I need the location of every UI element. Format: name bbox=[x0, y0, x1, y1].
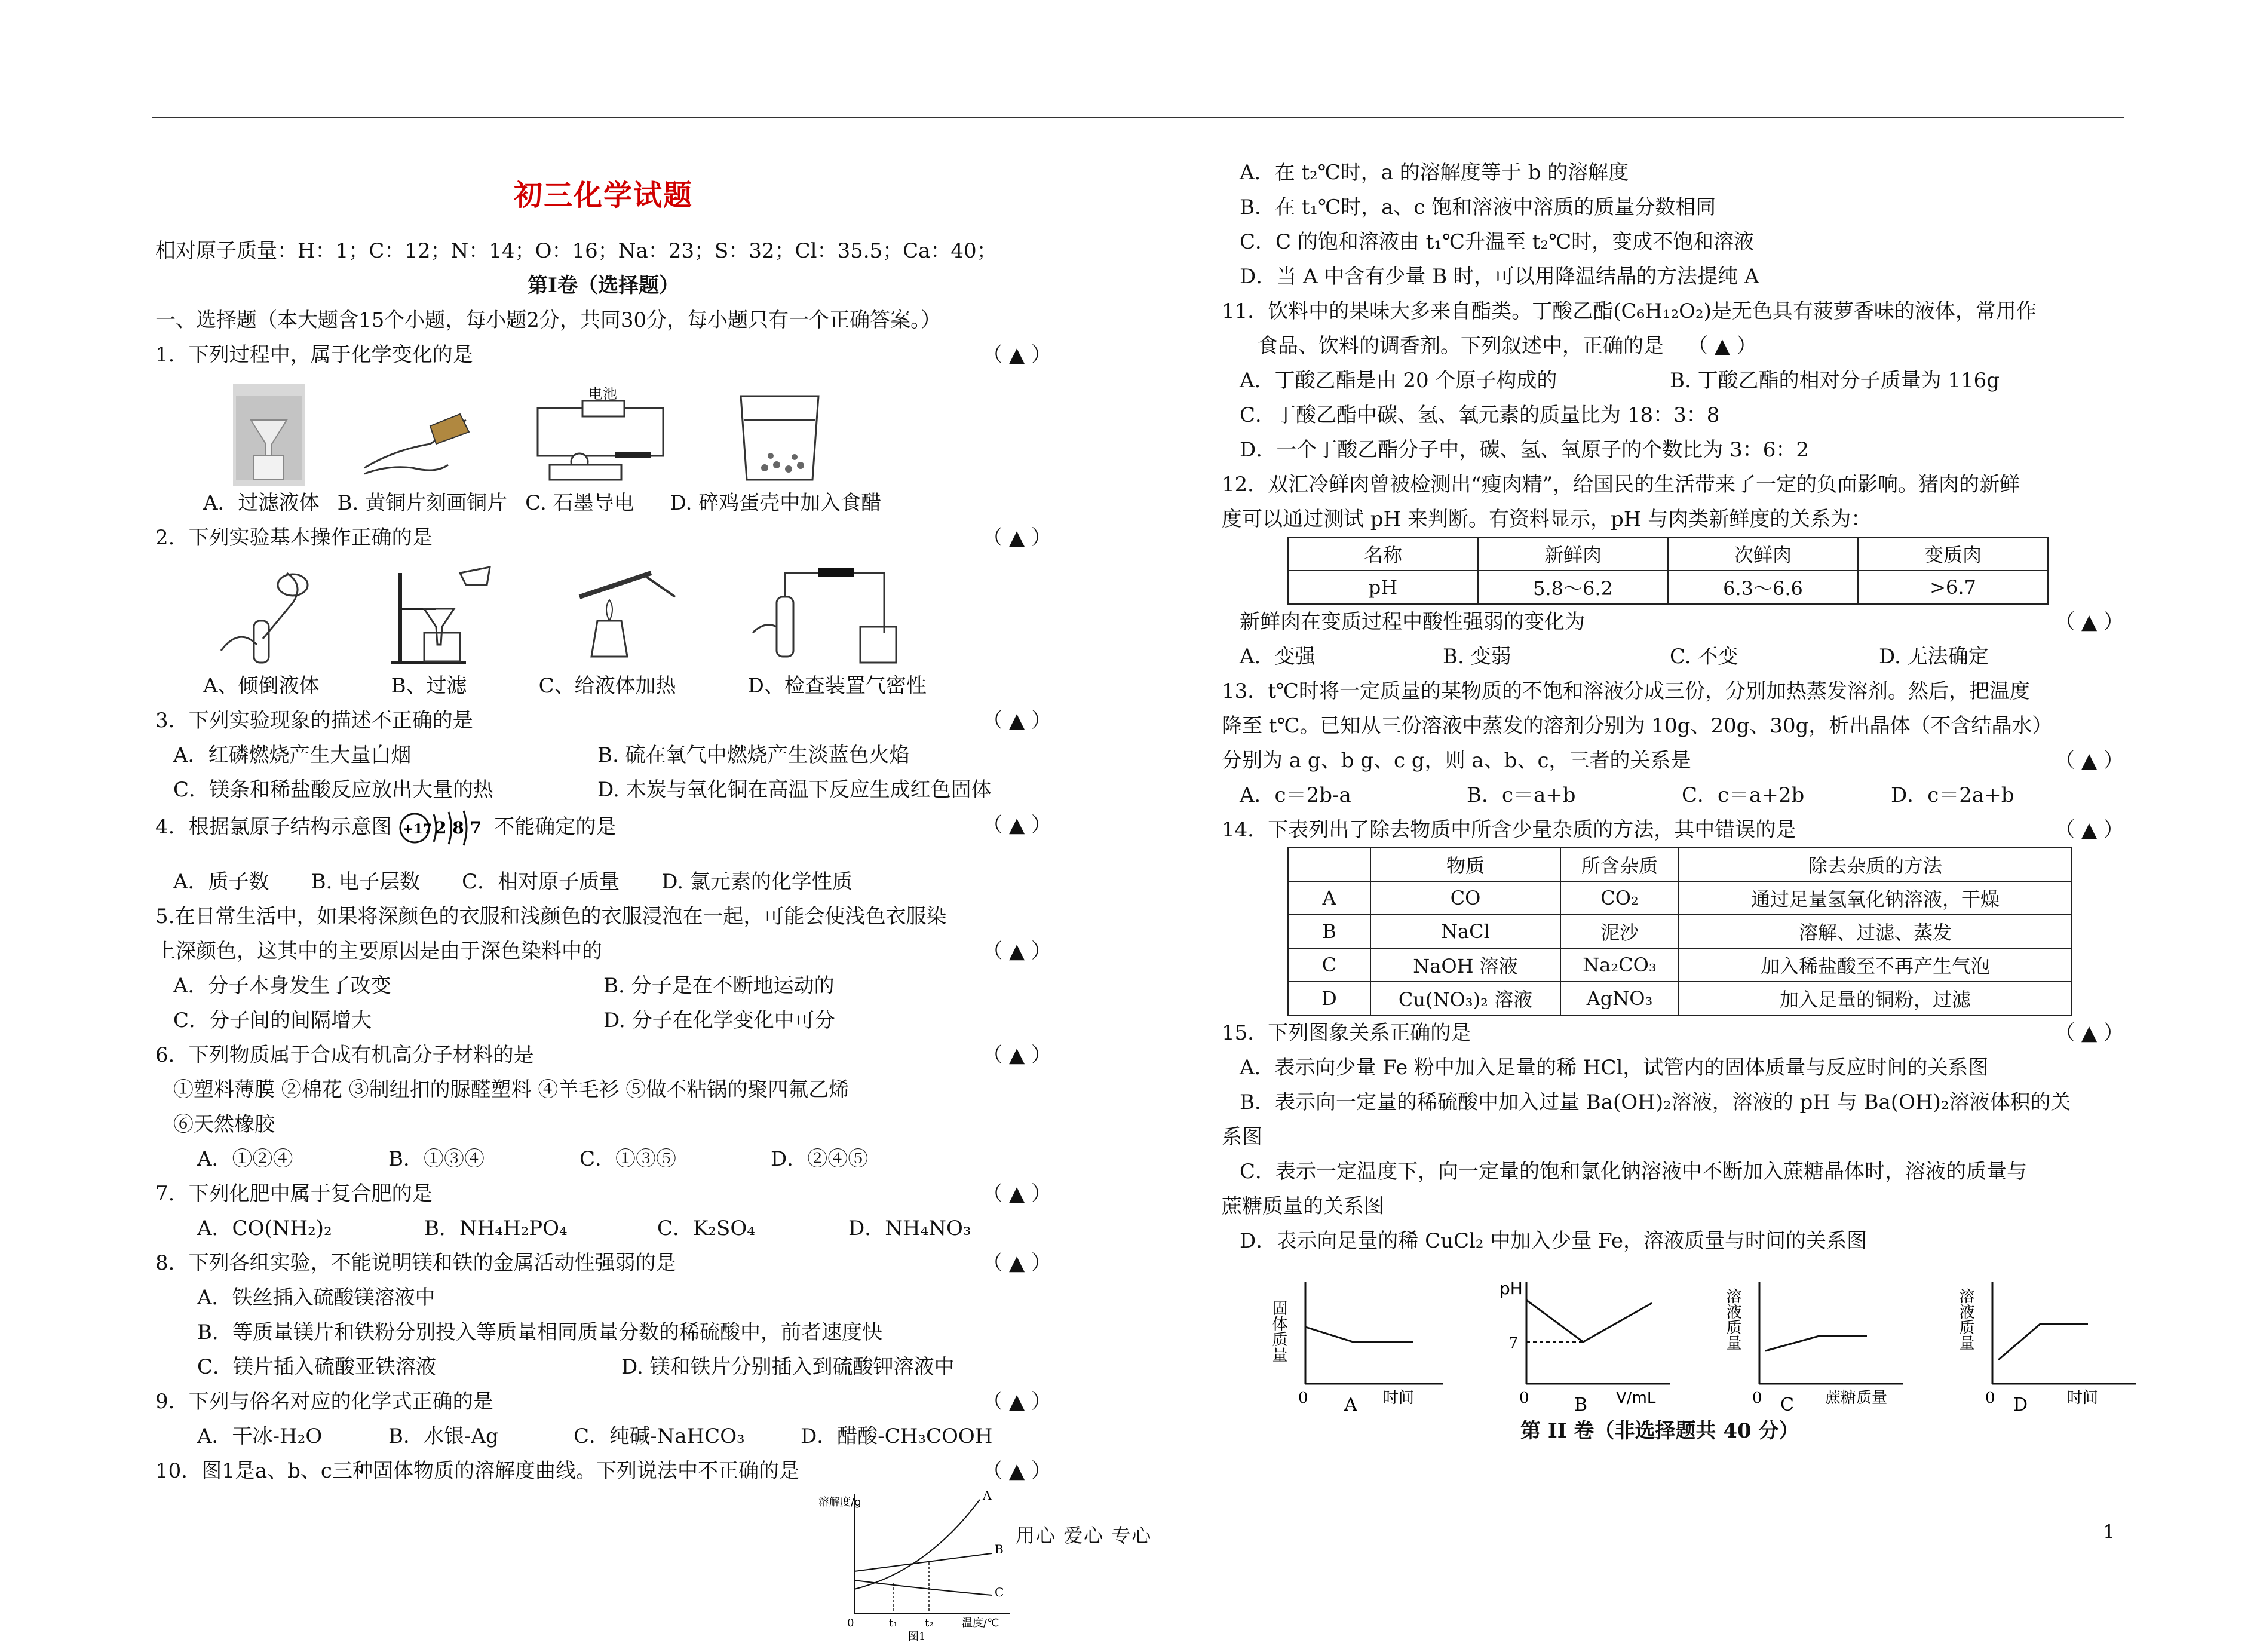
q11-stem-1: 11．饮料中的果味大多来自酯类。丁酸乙酯(C₆H₁₂O₂)是无色具有菠萝香味的液体，常用作 bbox=[1222, 299, 2037, 323]
q3-option-d[interactable]: D. 木炭与氧化铜在高温下反应生成红色固体 bbox=[597, 778, 992, 802]
q9-option-a[interactable]: A．干冰-H₂O bbox=[197, 1424, 323, 1448]
graph-a-origin: 0 bbox=[1298, 1389, 1308, 1407]
ph-table bbox=[1287, 537, 2049, 605]
fig1-ylabel: 溶解度/g bbox=[818, 1496, 861, 1509]
q12-stem-2: 度可以通过测试 pH 来判断。有资料显示，pH 与肉类新鲜度的关系为： bbox=[1222, 507, 1872, 531]
table-row: pH 5.8～6.2 6.3～6.6 >6.7 bbox=[1288, 571, 2048, 604]
q7-option-b[interactable]: B．NH₄H₂PO₄ bbox=[424, 1216, 568, 1240]
fig1-caption: 图1 bbox=[908, 1630, 926, 1643]
graph-d-ylabel: 溶液质量 bbox=[1957, 1288, 1974, 1350]
q12-option-b[interactable]: B. 变弱 bbox=[1443, 645, 1511, 669]
q6-options bbox=[155, 1142, 1051, 1176]
q2-figures bbox=[155, 555, 1051, 669]
q8-options-cd bbox=[155, 1350, 1051, 1384]
q10-option-c[interactable]: C．C 的饱和溶液由 t₁℃升温至 t₂℃时，变成不饱和溶液 bbox=[1240, 230, 1755, 254]
eggshell-vinegar-figure bbox=[729, 384, 830, 486]
q8-option-b[interactable]: B．等质量镁片和铁粉分别投入等质量相同质量分数的稀硫酸中，前者速度快 bbox=[197, 1320, 882, 1344]
answer-mark: （ ▲ ） bbox=[982, 939, 1051, 963]
answer-mark: （ ▲ ） bbox=[982, 1390, 1051, 1414]
curve-a bbox=[854, 1500, 980, 1589]
q11-options-ab bbox=[1222, 363, 2124, 398]
q13-options bbox=[1222, 778, 2124, 813]
q12-options bbox=[1222, 639, 2124, 674]
q1-options bbox=[155, 486, 1051, 520]
q7-option-a[interactable]: A．CO(NH₂)₂ bbox=[197, 1216, 332, 1240]
battery-label: 电池 bbox=[588, 385, 617, 402]
section-2-heading: 第 II 卷（非选择题共 40 分） bbox=[1520, 1419, 1799, 1443]
impurity-table bbox=[1287, 847, 2072, 1016]
graph-b-letter: B bbox=[1574, 1394, 1588, 1415]
graph-a-xlabel: 时间 bbox=[1383, 1389, 1415, 1407]
brass-scratch-figure bbox=[358, 408, 472, 486]
q10-option-d[interactable]: D．当 A 中含有少量 B 时，可以用降温结晶的方法提纯 A bbox=[1240, 265, 1759, 289]
q12-option-a[interactable]: A．变强 bbox=[1240, 645, 1316, 669]
q2-stem: 2．下列实验基本操作正确的是 （ ▲ ） bbox=[155, 520, 1051, 555]
curve-c bbox=[854, 1580, 992, 1595]
q12-option-c[interactable]: C. 不变 bbox=[1670, 645, 1738, 669]
table-row: C NaOH 溶液 Na₂CO₃ 加入稀盐酸至不再产生气泡 bbox=[1288, 948, 2072, 982]
q6-option-d[interactable]: D．②④⑤ bbox=[771, 1147, 869, 1171]
fig1-xlabel: 温度/℃ bbox=[962, 1617, 999, 1629]
chlorine-atom-diagram bbox=[398, 807, 487, 849]
atom-nucleus: +17 bbox=[403, 822, 433, 837]
q2-option-a[interactable]: A、倾倒液体 bbox=[203, 674, 320, 698]
q6-option-a[interactable]: A．①②④ bbox=[197, 1147, 293, 1171]
q12-option-d[interactable]: D. 无法确定 bbox=[1879, 645, 1989, 669]
atomic-mass-note: 相对原子质量：H：1；C：12；N：14；O：16；Na：23；S：32；Cl：35.5；Ca：40； bbox=[155, 239, 997, 263]
answer-mark: （ ▲ ） bbox=[982, 709, 1051, 732]
graph-a bbox=[1270, 1276, 1449, 1415]
q4-option-a[interactable]: A．质子数 bbox=[173, 870, 269, 894]
q11-option-a[interactable]: A．丁酸乙酯是由 20 个原子构成的 bbox=[1240, 369, 1557, 393]
q1-option-b[interactable]: B. 黄铜片刻画铜片 bbox=[337, 491, 508, 515]
q3-stem: 3．下列实验现象的描述不正确的是 （ ▲ ） bbox=[155, 703, 1051, 738]
q9-option-d[interactable]: D．醋酸-CH₃COOH bbox=[801, 1424, 993, 1448]
q15-option-b-2: 系图 bbox=[1222, 1125, 1262, 1149]
table-header-row: 名称 新鲜肉 次鲜肉 变质肉 bbox=[1288, 537, 2048, 571]
q5-option-b[interactable]: B. 分子是在不断地运动的 bbox=[603, 974, 835, 998]
answer-mark: （ ▲ ） bbox=[2055, 818, 2124, 842]
graph-b-origin: 0 bbox=[1519, 1389, 1529, 1407]
graph-b-ph7: 7 bbox=[1508, 1334, 1519, 1352]
answer-mark: （ ▲ ） bbox=[982, 1043, 1051, 1067]
graph-a-letter: A bbox=[1344, 1394, 1357, 1415]
q13-option-a[interactable]: A．c＝2b-a bbox=[1240, 783, 1351, 807]
q9-option-c[interactable]: C．纯碱-NaHCO₃ bbox=[574, 1424, 745, 1448]
q9-options bbox=[155, 1419, 1051, 1454]
fig1-t1: t₁ bbox=[889, 1617, 898, 1629]
q13-option-c[interactable]: C．c＝a+2b bbox=[1682, 783, 1805, 807]
q4-stem: 4．根据氯原子结构示意图 +17 2 8 7 不能确定的是 （ ▲ ） bbox=[155, 807, 1051, 855]
q11-stem-2: 食品、饮料的调香剂。下列叙述中，正确的是 （ ▲ ） bbox=[1258, 334, 1757, 358]
filtration-photo bbox=[233, 384, 305, 486]
q12-stem-1: 12．双汇冷鲜肉曾被检测出“瘦肉精”，给国民的生活带来了一定的负面影响。猪肉的新鲜 bbox=[1222, 473, 2020, 496]
q6-option-b[interactable]: B．①③④ bbox=[388, 1147, 485, 1171]
q4-option-d[interactable]: D. 氯元素的化学性质 bbox=[661, 870, 853, 894]
graph-d-origin: 0 bbox=[1985, 1389, 1995, 1407]
answer-mark: （ ▲ ） bbox=[1688, 334, 1757, 358]
q7-option-d[interactable]: D．NH₄NO₃ bbox=[848, 1216, 971, 1240]
right-column bbox=[1222, 155, 2124, 1448]
fig1-origin: 0 bbox=[847, 1617, 854, 1629]
q15-graphs bbox=[1222, 1276, 2124, 1414]
q12-stem-3: 新鲜肉在变质过程中酸性强弱的变化为 （ ▲ ） bbox=[1222, 605, 2124, 639]
q2-options bbox=[155, 669, 1051, 703]
curve-c-label: C bbox=[995, 1585, 1004, 1599]
graph-b bbox=[1497, 1276, 1682, 1414]
graph-d-letter: D bbox=[2013, 1394, 2028, 1415]
q15-option-c-1[interactable]: C．表示一定温度下，向一定量的饱和氯化钠溶液中不断加入蔗糖晶体时，溶液的质量与 bbox=[1240, 1160, 2028, 1184]
answer-mark: （ ▲ ） bbox=[982, 526, 1051, 550]
q5-stem-1: 5.在日常生活中，如果将深颜色的衣服和浅颜色的衣服浸泡在一起，可能会使浅色衣服染 bbox=[155, 905, 947, 928]
heat-liquid-figure bbox=[556, 561, 693, 669]
solubility-curve-figure bbox=[818, 1488, 1022, 1643]
graph-b-xlabel: V/mL bbox=[1616, 1389, 1656, 1407]
answer-mark: （ ▲ ） bbox=[2055, 610, 2124, 634]
q11-option-b[interactable]: B. 丁酸乙酯的相对分子质量为 116g bbox=[1670, 369, 2000, 393]
graph-d bbox=[1957, 1276, 2148, 1415]
q8-stem: 8．下列各组实验，不能说明镁和铁的金属活动性强弱的是 （ ▲ ） bbox=[155, 1246, 1051, 1280]
q3-options-cd bbox=[155, 773, 1051, 807]
q5-stem-2: 上深颜色，这其中的主要原因是由于深色染料中的 （ ▲ ） bbox=[155, 934, 1051, 968]
q15-option-c-2: 蔗糖质量的关系图 bbox=[1222, 1194, 1384, 1218]
q11-option-c[interactable]: C．丁酸乙酯中碳、氢、氧元素的质量比为 18：3：8 bbox=[1240, 403, 1720, 427]
instructions: 一、选择题（本大题含15个小题，每小题2分，共同30分，每小题只有一个正确答案。） bbox=[155, 308, 942, 332]
q8-option-d[interactable]: D. 镁和铁片分别插入到硫酸钾溶液中 bbox=[621, 1355, 955, 1379]
fig1-t2: t₂ bbox=[925, 1617, 934, 1629]
q7-option-c[interactable]: C．K₂SO₄ bbox=[657, 1216, 755, 1240]
q1-figures bbox=[155, 372, 1051, 486]
q14-stem: 14．下表列出了除去物质中所含少量杂质的方法，其中错误的是 （ ▲ ） bbox=[1222, 813, 2124, 847]
answer-mark: （ ▲ ） bbox=[982, 343, 1051, 367]
table-row: A CO CO₂ 通过足量氢氧化钠溶液，干燥 bbox=[1288, 881, 2072, 915]
q13-stem-1: 13．t℃时将一定质量的某物质的不饱和溶液分成三份，分别加热蒸发溶剂。然后，把温度 bbox=[1222, 679, 2030, 703]
q13-stem-3: 分别为 a g、b g、c g，则 a、b、c，三者的关系是 （ ▲ ） bbox=[1222, 743, 2124, 778]
q5-options-ab bbox=[155, 968, 1051, 1003]
page-number: 1 bbox=[2103, 1521, 2115, 1543]
q2-option-b[interactable]: B、过滤 bbox=[391, 674, 467, 698]
q4-options bbox=[155, 865, 1051, 899]
graph-c bbox=[1724, 1276, 1915, 1415]
q3-option-b[interactable]: B. 硫在氧气中燃烧产生淡蓝色火焰 bbox=[597, 743, 910, 767]
q5-option-d[interactable]: D. 分子在化学变化中可分 bbox=[603, 1009, 835, 1032]
q10-option-b[interactable]: B．在 t₁℃时，a、c 饱和溶液中溶质的质量分数相同 bbox=[1240, 195, 1716, 219]
exam-title: 初三化学试题 bbox=[513, 179, 693, 212]
header-rule bbox=[152, 117, 2124, 118]
graphite-circuit-figure bbox=[526, 385, 675, 486]
graph-c-origin: 0 bbox=[1752, 1389, 1762, 1407]
curve-a-label: A bbox=[983, 1488, 992, 1503]
answer-mark: （ ▲ ） bbox=[2055, 1021, 2124, 1045]
q6-items-2: ⑥天然橡胶 bbox=[173, 1112, 275, 1136]
graph-b-ylabel: pH bbox=[1500, 1279, 1523, 1298]
q13-option-b[interactable]: B．c＝a+b bbox=[1467, 783, 1576, 807]
answer-mark: （ ▲ ） bbox=[982, 1182, 1051, 1206]
q4-option-c[interactable]: C．相对原子质量 bbox=[462, 870, 620, 894]
q1-option-c[interactable]: C. 石墨导电 bbox=[525, 491, 634, 515]
q1-stem: 1．下列过程中，属于化学变化的是 （ ▲ ） bbox=[155, 338, 1051, 372]
q6-option-c[interactable]: C．①③⑤ bbox=[579, 1147, 677, 1171]
q13-stem-2: 降至 t℃。已知从三份溶液中蒸发的溶剂分别为 10g、20g、30g，析出晶体（不含结晶水） bbox=[1222, 714, 2053, 738]
q7-stem: 7．下列化肥中属于复合肥的是 （ ▲ ） bbox=[155, 1176, 1051, 1211]
graph-c-xlabel: 蔗糖质量 bbox=[1825, 1389, 1888, 1407]
q3-options-ab bbox=[155, 738, 1051, 773]
left-column bbox=[155, 155, 1051, 1643]
q5-option-a[interactable]: A．分子本身发生了改变 bbox=[173, 974, 391, 998]
q4-option-b[interactable]: B. 电子层数 bbox=[311, 870, 421, 894]
q9-stem: 9．下列与俗名对应的化学式正确的是 （ ▲ ） bbox=[155, 1384, 1051, 1419]
q10-stem: 10．图1是a、b、c三种固体物质的溶解度曲线。下列说法中不正确的是 （ ▲ ） bbox=[155, 1454, 1051, 1488]
pour-liquid-figure bbox=[215, 567, 335, 669]
answer-mark: （ ▲ ） bbox=[982, 813, 1051, 837]
q10-option-a[interactable]: A．在 t₂℃时，a 的溶解度等于 b 的溶解度 bbox=[1240, 161, 1629, 185]
q1-option-a[interactable]: A．过滤液体 bbox=[203, 491, 320, 515]
q7-options bbox=[155, 1211, 1051, 1246]
graph-a-ylabel: 固体质量 bbox=[1270, 1300, 1287, 1362]
q2-option-d[interactable]: D、检查装置气密性 bbox=[747, 674, 927, 698]
q6-items-1: ①塑料薄膜 ②棉花 ③制纽扣的脲醛塑料 ④羊毛衫 ⑤做不粘锅的聚四氟乙烯 bbox=[173, 1078, 850, 1102]
table-header-row: 物质 所含杂质 除去杂质的方法 bbox=[1288, 848, 2072, 881]
q15-option-a[interactable]: A．表示向少量 Fe 粉中加入足量的稀 HCl，试管内的固体质量与反应时间的关系图 bbox=[1240, 1056, 1989, 1080]
curve-b-label: B bbox=[995, 1542, 1004, 1556]
answer-mark: （ ▲ ） bbox=[982, 1251, 1051, 1275]
q3-option-c[interactable]: C．镁条和稀盐酸反应放出大量的热 bbox=[173, 778, 494, 802]
q15-option-b-1[interactable]: B．表示向一定量的稀硫酸中加入过量 Ba(OH)₂溶液，溶液的 pH 与 Ba(OH)₂溶液体积的关 bbox=[1240, 1090, 2071, 1114]
graph-c-letter: C bbox=[1780, 1394, 1794, 1415]
table-row: B NaCl 泥沙 溶解、过滤、蒸发 bbox=[1288, 915, 2072, 948]
graph-c-ylabel: 溶液质量 bbox=[1724, 1288, 1741, 1350]
filtration-apparatus-figure bbox=[388, 561, 502, 669]
electron-shells: 2 8 7 bbox=[435, 818, 482, 838]
q9-option-b[interactable]: B．水银-Ag bbox=[388, 1424, 499, 1448]
footer-motto: 用心 爱心 专心 bbox=[1016, 1524, 1152, 1547]
graph-d-xlabel: 时间 bbox=[2067, 1389, 2099, 1407]
q15-stem: 15．下列图象关系正确的是 （ ▲ ） bbox=[1222, 1016, 2124, 1050]
airtightness-figure bbox=[747, 561, 902, 669]
q5-option-c[interactable]: C．分子间的间隔增大 bbox=[173, 1009, 372, 1032]
table-row: D Cu(NO₃)₂ 溶液 AgNO₃ 加入足量的铜粉，过滤 bbox=[1288, 982, 2072, 1015]
q8-option-a[interactable]: A．铁丝插入硫酸镁溶液中 bbox=[197, 1286, 436, 1310]
q15-option-d[interactable]: D．表示向足量的稀 CuCl₂ 中加入少量 Fe，溶液质量与时间的关系图 bbox=[1240, 1229, 1867, 1253]
q2-option-c[interactable]: C、给液体加热 bbox=[538, 674, 676, 698]
answer-mark: （ ▲ ） bbox=[2055, 749, 2124, 773]
q1-option-d[interactable]: D. 碎鸡蛋壳中加入食醋 bbox=[670, 491, 882, 515]
q6-stem: 6．下列物质属于合成有机高分子材料的是 （ ▲ ） bbox=[155, 1038, 1051, 1072]
answer-mark: （ ▲ ） bbox=[982, 1459, 1051, 1483]
q11-option-d[interactable]: D．一个丁酸乙酯分子中，碳、氢、氧原子的个数比为 3：6：2 bbox=[1240, 438, 1809, 462]
q3-option-a[interactable]: A．红磷燃烧产生大量白烟 bbox=[173, 743, 412, 767]
q8-option-c[interactable]: C．镁片插入硫酸亚铁溶液 bbox=[197, 1355, 437, 1379]
section-1-heading: 第Ⅰ卷（选择题） bbox=[528, 274, 679, 298]
q13-option-d[interactable]: D．c＝2a+b bbox=[1891, 783, 2014, 807]
q5-options-cd bbox=[155, 1003, 1051, 1038]
